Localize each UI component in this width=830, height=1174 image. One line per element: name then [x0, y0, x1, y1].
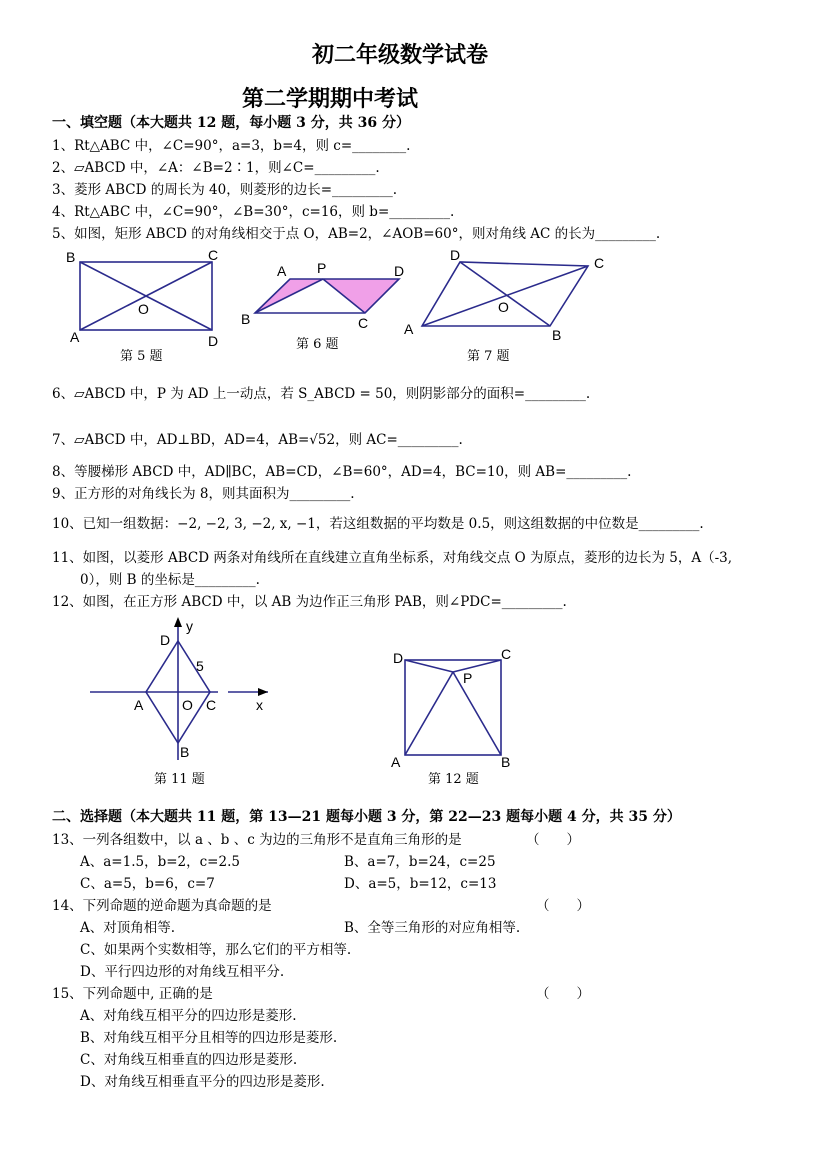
fig7-label-D: D	[450, 248, 461, 263]
fig11-label-B: B	[180, 744, 190, 760]
question-11-line1: 11、如图，以菱形 ABCD 两条对角线所在直线建立直角坐标系，对角线交点 O 为原点，菱形的边长为 5，A（-3,	[52, 550, 733, 566]
section2-heading: 二、选择题（本大题共 11 题，第 13—21 题每小题 3 分，第 22—23 题每小题 4 分，共 35 分）	[52, 809, 681, 825]
question-1: 1、Rt△ABC 中，∠C=90°，a=3，b=4，则 c=________.	[52, 138, 411, 154]
question-15-option-b: B、对角线互相平分且相等的四边形是菱形.	[80, 1030, 338, 1046]
fig12-label-P: P	[463, 670, 473, 686]
question-13-answer-bracket: （ ）	[526, 832, 580, 848]
question-13-option-c: C、a=5，b=6，c=7	[80, 876, 215, 892]
fig6-label-D: D	[394, 263, 405, 279]
figure-11	[90, 615, 290, 775]
figure-5	[60, 250, 230, 360]
fig11-label-x: x	[256, 697, 263, 713]
question-13-option-b: B、a=7，b=24，c=25	[344, 854, 496, 870]
question-15-option-c: C、对角线互相垂直的四边形是菱形.	[80, 1052, 298, 1068]
fig11-label-C: C	[206, 697, 217, 713]
question-9: 9、正方形的对角线长为 8，则其面积为_________.	[52, 486, 355, 502]
question-3: 3、菱形 ABCD 的周长为 40，则菱形的边长=_________.	[52, 182, 398, 198]
question-14-option-c: C、如果两个实数相等，那么它们的平方相等.	[80, 942, 352, 958]
fig5-label-O: O	[138, 301, 149, 317]
question-12: 12、如图，在正方形 ABCD 中，以 AB 为边作正三角形 PAB，则∠PDC=_________.	[52, 594, 567, 610]
fig6-label-A: A	[277, 263, 287, 279]
fig12-label-A: A	[391, 754, 401, 770]
page-title: 初二年级数学试卷	[312, 42, 489, 68]
fig6-label-B: B	[241, 311, 251, 327]
question-14-option-a: A、对顶角相等.	[80, 920, 176, 936]
fig12-label-D: D	[393, 650, 404, 666]
question-14-option-d: D、平行四边形的对角线互相平分.	[80, 964, 285, 980]
question-15-option-d: D、对角线互相垂直平分的四边形是菱形.	[80, 1074, 325, 1090]
fig5-label-A: A	[70, 329, 80, 345]
question-14-stem: 14、下列命题的逆命题为真命题的是	[52, 898, 272, 914]
fig11-label-A: A	[134, 697, 144, 713]
fig12-label-B: B	[501, 754, 511, 770]
question-15-option-a: A、对角线互相平分的四边形是菱形.	[80, 1008, 297, 1024]
question-8: 8、等腰梯形 ABCD 中，AD∥BC，AB=CD，∠B=60°，AD=4，BC=10，则 AB=_________.	[52, 464, 632, 480]
figure-12	[385, 645, 525, 770]
figure-7	[400, 248, 615, 348]
fig12-caption: 第 12 题	[428, 772, 479, 787]
question-15-stem: 15、下列命题中, 正确的是	[52, 986, 213, 1002]
fig5-label-D: D	[208, 333, 219, 349]
fig7-label-B: B	[552, 327, 562, 343]
question-13-option-a: A、a=1.5，b=2，c=2.5	[80, 854, 240, 870]
section1-heading: 一、填空题（本大题共 12 题，每小题 3 分，共 36 分）	[52, 115, 410, 131]
fig7-label-C: C	[594, 255, 605, 271]
fig11-label-O: O	[182, 697, 193, 713]
fig5-label-B: B	[66, 250, 76, 265]
question-14-option-b: B、全等三角形的对应角相等.	[344, 920, 521, 936]
fig7-label-O: O	[498, 299, 509, 315]
page-subtitle: 第二学期期中考试	[242, 86, 419, 112]
fig5-caption: 第 5 题	[120, 349, 163, 364]
fig12-label-C: C	[501, 646, 512, 662]
question-15-answer-bracket: （ ）	[536, 986, 590, 1002]
question-5: 5、如图，矩形 ABCD 的对角线相交于点 O，AB=2，∠AOB=60°，则对角线 AC 的长为_________.	[52, 226, 661, 242]
question-6: 6、▱ABCD 中，P 为 AD 上一动点，若 S_ABCD = 50，则阴影部分的面积=_________.	[52, 386, 591, 402]
fig5-label-C: C	[208, 250, 219, 263]
fig6-caption: 第 6 题	[296, 337, 339, 352]
question-10: 10、已知一组数据：−2, −2, 3, −2, x, −1，若这组数据的平均数是 0.5，则这组数据的中位数是_________.	[52, 516, 704, 532]
question-7: 7、▱ABCD 中，AD⊥BD，AD=4，AB=√52，则 AC=_________.	[52, 432, 463, 448]
figure-6	[235, 258, 420, 338]
fig11-label-y: y	[186, 618, 193, 634]
question-4: 4、Rt△ABC 中，∠C=90°，∠B=30°，c=16，则 b=_________.	[52, 204, 455, 220]
fig6-label-C: C	[358, 315, 369, 331]
fig7-label-A: A	[404, 321, 414, 337]
fig7-caption: 第 7 题	[467, 349, 510, 364]
fig11-label-5: 5	[196, 658, 204, 674]
question-13-option-d: D、a=5，b=12，c=13	[344, 876, 497, 892]
fig11-caption: 第 11 题	[154, 772, 205, 787]
question-14-answer-bracket: （ ）	[536, 898, 590, 914]
fig6-label-P: P	[317, 260, 327, 276]
question-13-stem: 13、一列各组数中，以 a 、b 、c 为边的三角形不是直角三角形的是	[52, 832, 462, 848]
question-2: 2、▱ABCD 中，∠A：∠B=2∶1，则∠C=_________.	[52, 160, 380, 176]
question-11-line2: 0），则 B 的坐标是_________.	[80, 572, 260, 588]
fig11-label-D: D	[160, 632, 171, 648]
